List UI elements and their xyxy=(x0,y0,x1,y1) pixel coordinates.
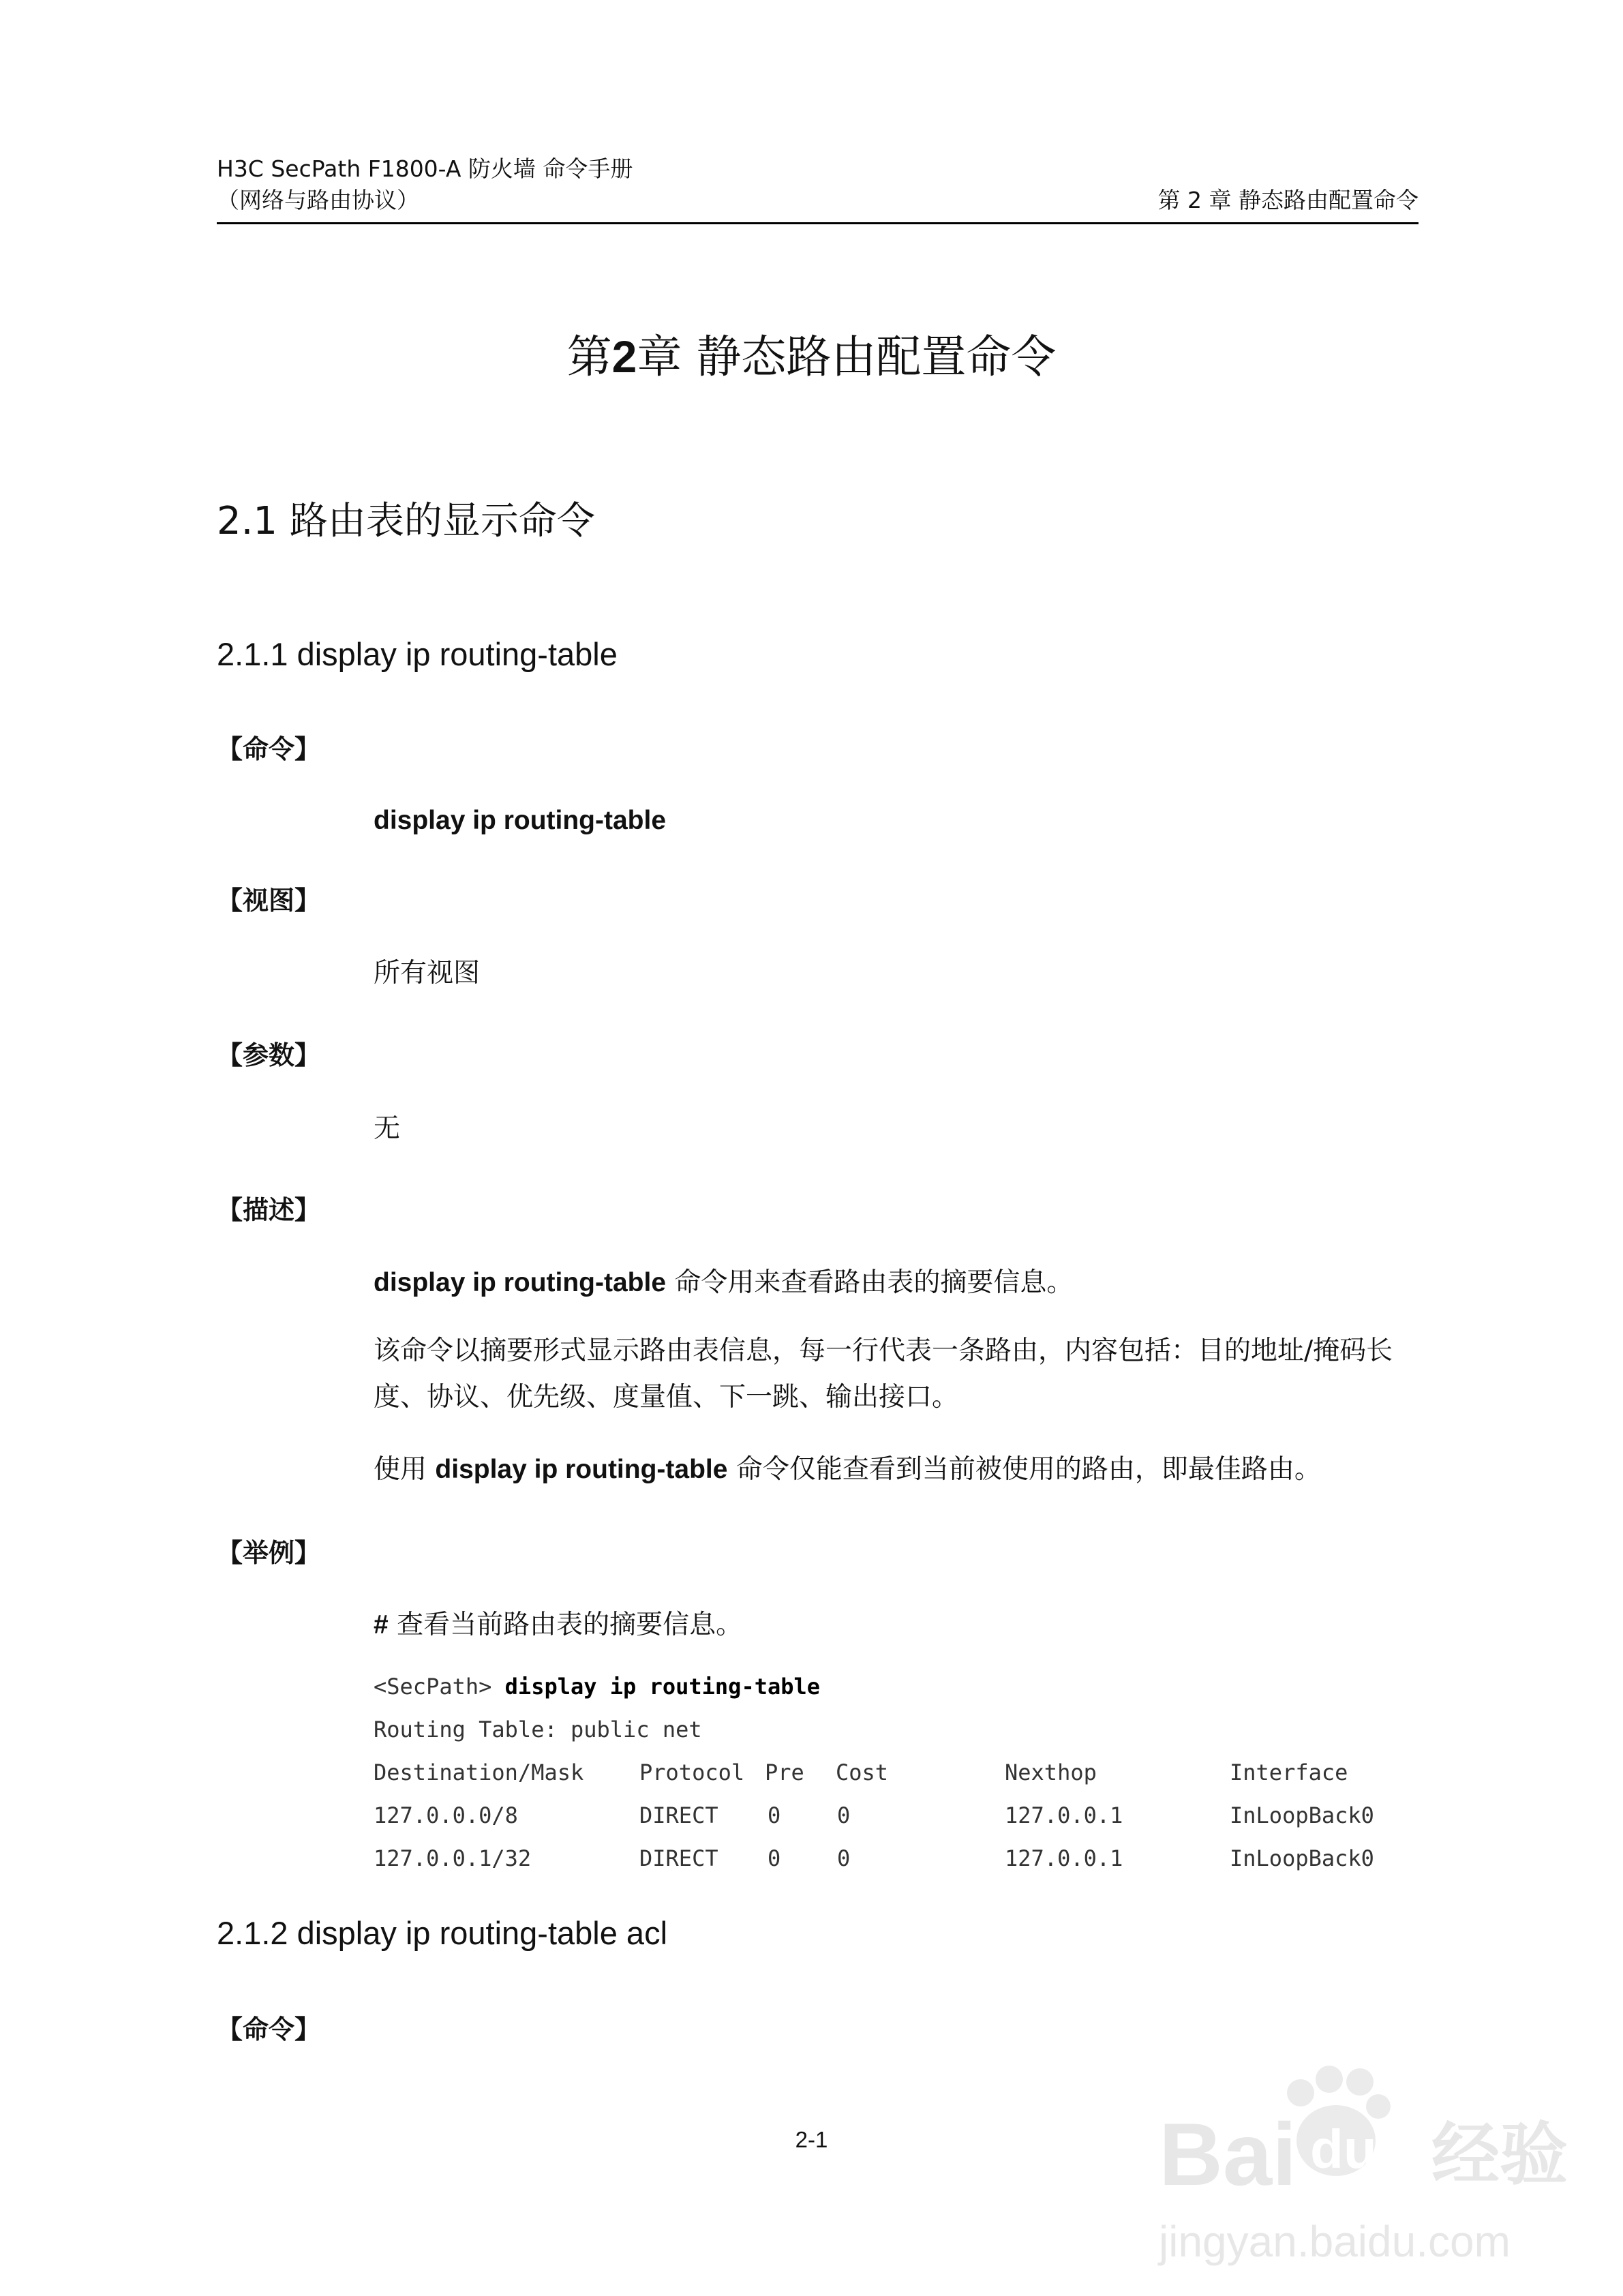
col-header-interface: Interface xyxy=(1230,1759,1348,1785)
svg-text:jingyan.baidu.com: jingyan.baidu.com xyxy=(1159,2217,1511,2266)
table-cell: 0 xyxy=(837,1802,851,1828)
table-cell: InLoopBack0 xyxy=(1230,1802,1374,1828)
page-number: 2-1 xyxy=(795,2127,828,2152)
table-cell: 127.0.0.1/32 xyxy=(374,1845,532,1871)
svg-text:du: du xyxy=(1310,2119,1377,2179)
svg-text:Bai: Bai xyxy=(1159,2104,1297,2204)
col-header-cost: Cost xyxy=(836,1759,889,1785)
example-command-line: <SecPath> display ip routing-table xyxy=(374,1674,821,1700)
label-view: 【视图】 xyxy=(217,886,321,916)
table-cell: 0 xyxy=(768,1845,781,1871)
col-header-protocol: Protocol xyxy=(639,1759,745,1785)
command-syntax: display ip routing-table xyxy=(374,806,667,835)
desc-paragraph-2: 该命令以摘要形式显示路由表信息，每一行代表一条路由，内容包括：目的地址/掩码长度、协议、优先级、度量值、下一跳、输出接口。 xyxy=(374,1335,1393,1413)
subsection-heading-1: 2.1.1 display ip routing-table xyxy=(217,636,618,672)
table-cell: InLoopBack0 xyxy=(1230,1845,1374,1871)
table-cell: DIRECT xyxy=(639,1845,718,1871)
label-params: 【参数】 xyxy=(217,1040,321,1070)
example-note: # 查看当前路由表的摘要信息。 xyxy=(374,1610,743,1640)
col-header-pre: Pre xyxy=(765,1759,804,1785)
routing-table-title: Routing Table: public net xyxy=(374,1717,702,1742)
col-header-destination: Destination/Mask xyxy=(374,1759,584,1785)
view-text: 所有视图 xyxy=(374,958,481,988)
table-cell: 127.0.0.1 xyxy=(1005,1802,1123,1828)
table-cell: 0 xyxy=(768,1802,781,1828)
desc-paragraph-1: display ip routing-table 命令用来查看路由表的摘要信息。 xyxy=(374,1267,1074,1298)
table-cell: 127.0.0.1 xyxy=(1005,1845,1123,1871)
subsection-heading-2: 2.1.2 display ip routing-table acl xyxy=(217,1915,668,1951)
page-header xyxy=(217,153,1419,224)
chapter-title: 第2章 静态路由配置命令 xyxy=(566,331,1057,383)
header-title: H3C SecPath F1800-A 防火墙 命令手册 xyxy=(217,155,633,182)
table-cell: 127.0.0.0/8 xyxy=(374,1802,518,1828)
header-subtitle: （网络与路由协议） xyxy=(217,187,419,213)
table-cell: 0 xyxy=(837,1845,851,1871)
label-command: 【命令】 xyxy=(217,734,321,764)
col-header-nexthop: Nexthop xyxy=(1005,1759,1097,1785)
svg-text:经验: 经验 xyxy=(1431,2115,1568,2194)
label-command-2: 【命令】 xyxy=(217,2014,321,2044)
label-description: 【描述】 xyxy=(217,1195,321,1225)
desc-paragraph-3: 使用 display ip routing-table 命令仅能查看到当前被使用的路由，即最佳路由。 xyxy=(374,1454,1321,1485)
label-example: 【举例】 xyxy=(217,1538,321,1568)
header-chapter: 第 2 章 静态路由配置命令 xyxy=(1157,187,1419,213)
baidu-jingyan-watermark xyxy=(1132,2059,1622,2291)
table-cell: DIRECT xyxy=(639,1802,718,1828)
section-heading: 2.1 路由表的显示命令 xyxy=(217,499,595,543)
params-text: 无 xyxy=(374,1113,401,1144)
